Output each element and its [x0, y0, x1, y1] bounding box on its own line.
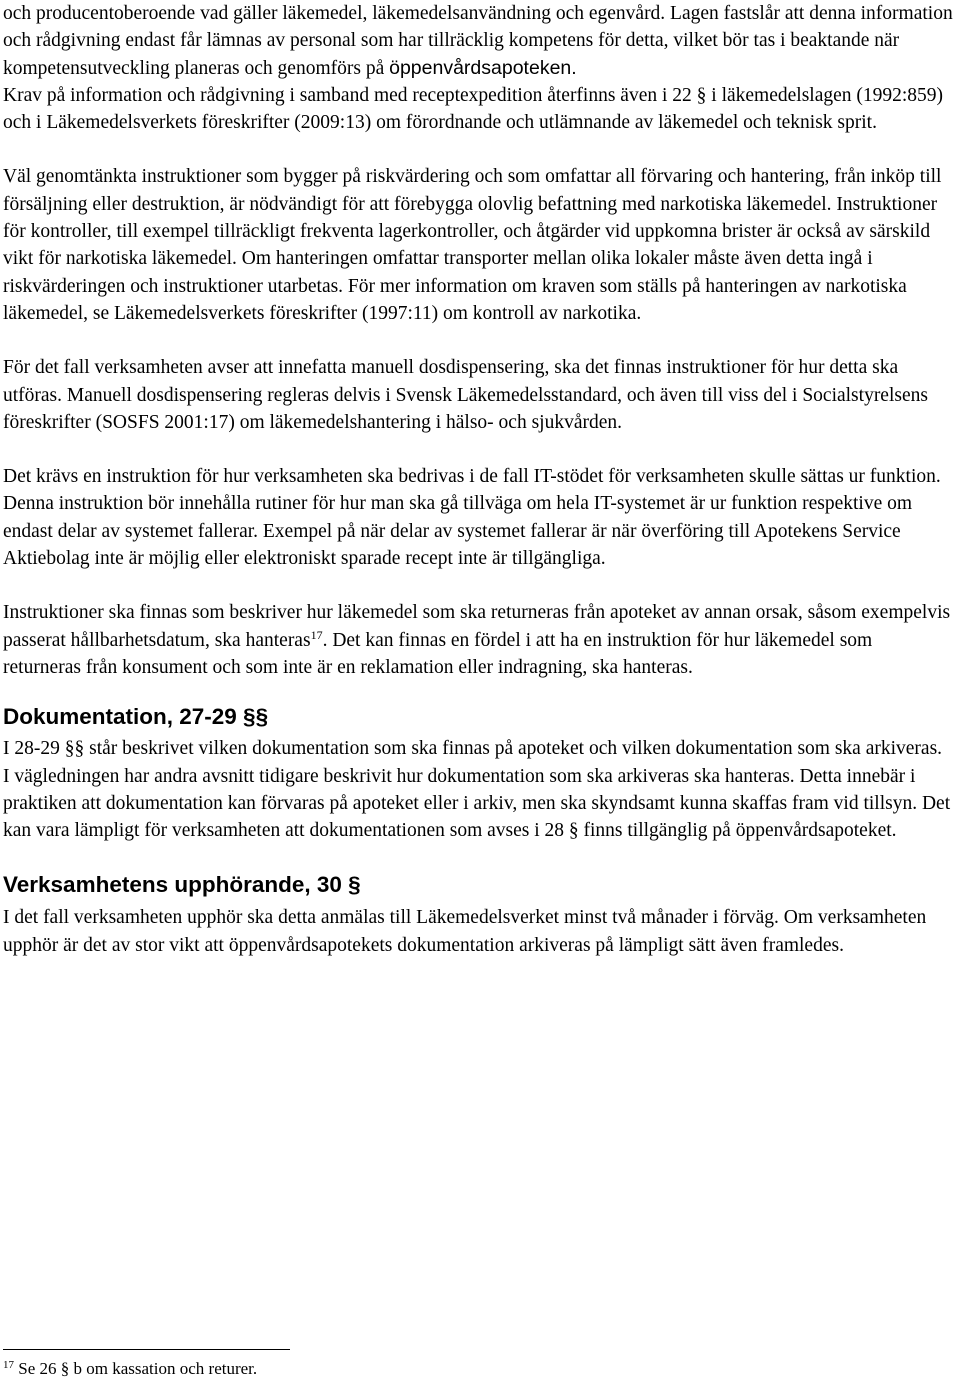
intro-text-part-3: Krav på information och rådgivning i samband med receptexpedition återfinns även i 22 § i läkemedelslagen (1992:859) och i Läkemedelsverkets föreskrifter (2009:13) om förordnande och utlämnande av läkemedel och teknisk sprit.	[3, 84, 944, 134]
closure-heading: Verksamhetens upphörande, 30 §	[3, 872, 361, 898]
footnote-text: Se 26 § b om kassation och returer.	[14, 1359, 258, 1378]
returns-paragraph	[3, 599, 953, 681]
footnote-number: 17	[3, 1359, 14, 1371]
it-support-paragraph: Det krävs en instruktion för hur verksamheten ska bedrivas i de fall IT-stödet för verksamheten skulle sättas ur funktion. Denna instruktion bör innehålla rutiner för hur man ska gå tillväga om hela IT-systemet är ur funktion respektive om endast delar av systemet fallerar. Exempel på när delar av systemet fallerar är när överföring till Apotekens Service Aktiebolag inte är möjlig eller elektroniskt sparade recept inte är tillgängliga.	[3, 466, 941, 570]
intro-text-part-1: och producentoberoende vad gäller läkemedel, läkemedelsanvändning och egenvård. Lagen fastslår att denna information och rådgivning endast får lämnas av personal som har tillräcklig kompetens för detta, vilket bör tas i beaktande när kompetensutveckling planeras och genomförs på	[3, 3, 953, 79]
returns-text-before: Instruktioner ska finnas som beskriver hur läkemedel som ska returneras från apoteket av annan orsak, såsom exempelvis passerat hållbarhetsdatum, ska hanteras	[3, 602, 951, 651]
intro-text-part-2: öppenvårdsapoteken.	[389, 56, 577, 79]
dose-dispensing-paragraph: För det fall verksamheten avser att innefatta manuell dosdispensering, ska det finnas instruktioner för hur detta ska utföras. Manuell dosdispensering regleras delvis i Svensk Läkemedelsstandard, och även till viss del i Socialstyrelsens föreskrifter (SOSFS 2001:17) om läkemedelshantering i hälso- och sjukvården.	[3, 357, 928, 433]
footnote-divider	[3, 1349, 290, 1350]
footnote-reference: 17	[310, 627, 323, 642]
returns-text-after: . Det kan finnas en fördel i att ha en instruktion för hur läkemedel som returneras från konsument och som inte är en reklamation eller indragning, ska hanteras.	[3, 629, 873, 678]
documentation-paragraph: I 28-29 §§ står beskrivet vilken dokumentation som ska finnas på apoteket och vilken dokumentation som ska arkiveras. I vägledningen har andra avsnitt tidigare beskrivit hur dokumentation som ska arkiveras ska hanteras. Detta innebär i praktiken att dokumentation kan förvaras på apoteket eller i arkiv, men ska skyndsamt kunna skaffas fram vid tillsyn. Det kan vara lämpligt för verksamheten att dokumentationen som avses i 28 § finns tillgänglig på öppenvårdsapoteket.	[3, 738, 951, 842]
documentation-heading: Dokumentation, 27-29 §§	[3, 704, 269, 730]
narcotics-paragraph: Väl genomtänkta instruktioner som bygger på riskvärdering och som omfattar all förvaring och hantering, från inköp till försäljning eller destruktion, är nödvändigt för att förebygga olovlig befattning med narkotiska läkemedel. Instruktioner för kontroller, till exempel tillräckligt frekventa lagerkontroller, och åtgärder vid uppkomna brister är också av särskild vikt för narkotiska läkemedel. Om hanteringen omfattar transporter mellan olika lokaler måste även detta ingå i riskvärderingen och instruktioner utarbetas. För mer information om kraven som ställs på hanteringen av narkotiska läkemedel, se Läkemedelsverkets föreskrifter (1997:11) om kontroll av narkotika.	[3, 166, 942, 324]
closure-paragraph: I det fall verksamheten upphör ska detta anmälas till Läkemedelsverket minst två månader i förväg. Om verksamheten upphör är det av stor vikt att öppenvårdsapotekets dokumentation arkiveras på lämpligt sätt även framledes.	[3, 907, 927, 956]
footnote	[3, 1357, 257, 1381]
intro-paragraph	[3, 0, 953, 136]
document-page	[3, 0, 953, 959]
